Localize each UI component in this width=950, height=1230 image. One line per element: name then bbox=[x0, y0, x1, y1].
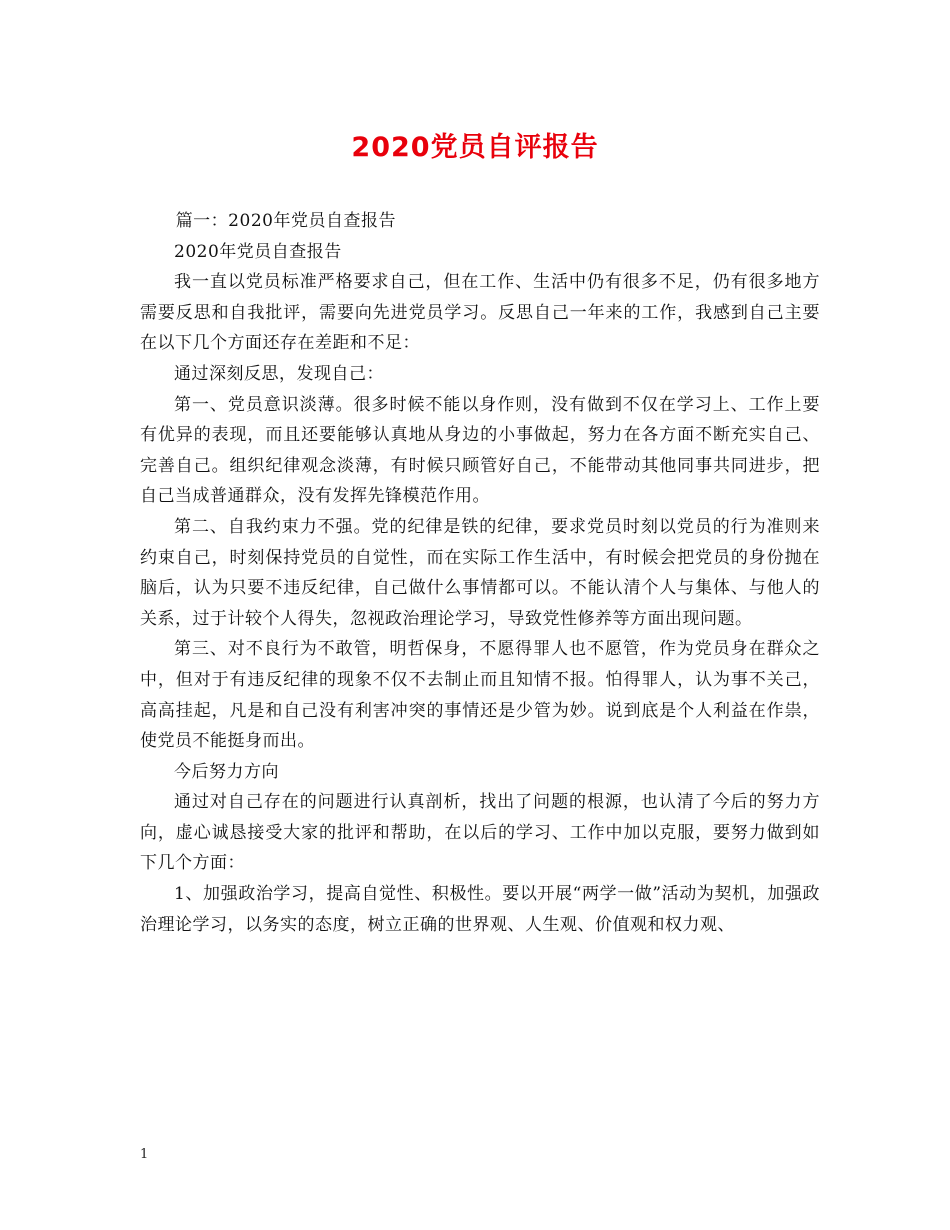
section-heading: 篇一：2020年党员自查报告 bbox=[175, 211, 396, 231]
paragraph: 1、加强政治学习，提高自觉性、积极性。要以开展“两学一做”活动为契机，加强政治理论学习，以务实的态度，树立正确的世界观、人生观、价值观和权力观、 bbox=[140, 884, 820, 935]
paragraph: 第一、党员意识淡薄。很多时候不能以身作则，没有做到不仅在学习上、工作上要有优异的表现，而且还要能够认真地从身边的小事做起，努力在各方面不断充实自己、完善自己。组织纪律观念淡薄，有时候只顾管好自己，不能带动其他同事共同进步，把自己当成普通群众，没有发挥先锋模范作用。 bbox=[140, 394, 820, 507]
paragraph: 通过对自己存在的问题进行认真剖析，找出了问题的根源，也认清了今后的努力方向，虚心诚恳接受大家的批评和帮助，在以后的学习、工作中加以克服，要努力做到如下几个方面： bbox=[140, 792, 820, 874]
paragraph: 通过深刻反思，发现自己： bbox=[174, 363, 384, 384]
document-body bbox=[140, 206, 820, 940]
subheading: 2020年党员自查报告 bbox=[174, 241, 342, 262]
paragraph: 第三、对不良行为不敢管，明哲保身，不愿得罪人也不愿管，作为党员身在群众之中，但对于有违反纪律的现象不仅不去制止而且知情不报。怕得罪人，认为事不关己，高高挂起，凡是和自己没有利害冲突的事情还是少管为妙。说到底是个人利益在作祟，使党员不能挺身而出。 bbox=[140, 639, 820, 752]
paragraph: 我一直以党员标准严格要求自己，但在工作、生活中仍有很多不足，仍有很多地方需要反思和自我批评，需要向先进党员学习。反思自己一年来的工作，我感到自己主要在以下几个方面还存在差距和不足： bbox=[140, 272, 820, 354]
page-number: 1 bbox=[140, 1147, 149, 1162]
paragraph: 第二、自我约束力不强。党的纪律是铁的纪律，要求党员时刻以党员的行为准则来约束自己，时刻保持党员的自觉性，而在实际工作生活中，有时候会把党员的身份抛在脑后，认为只要不违反纪律，自己做什么事情都可以。不能认清个人与集体、与他人的关系，过于计较个人得失，忽视政治理论学习，导致党性修养等方面出现问题。 bbox=[140, 516, 820, 629]
document-title: 2020党员自评报告 bbox=[351, 132, 599, 163]
subheading: 今后努力方向 bbox=[174, 761, 279, 782]
